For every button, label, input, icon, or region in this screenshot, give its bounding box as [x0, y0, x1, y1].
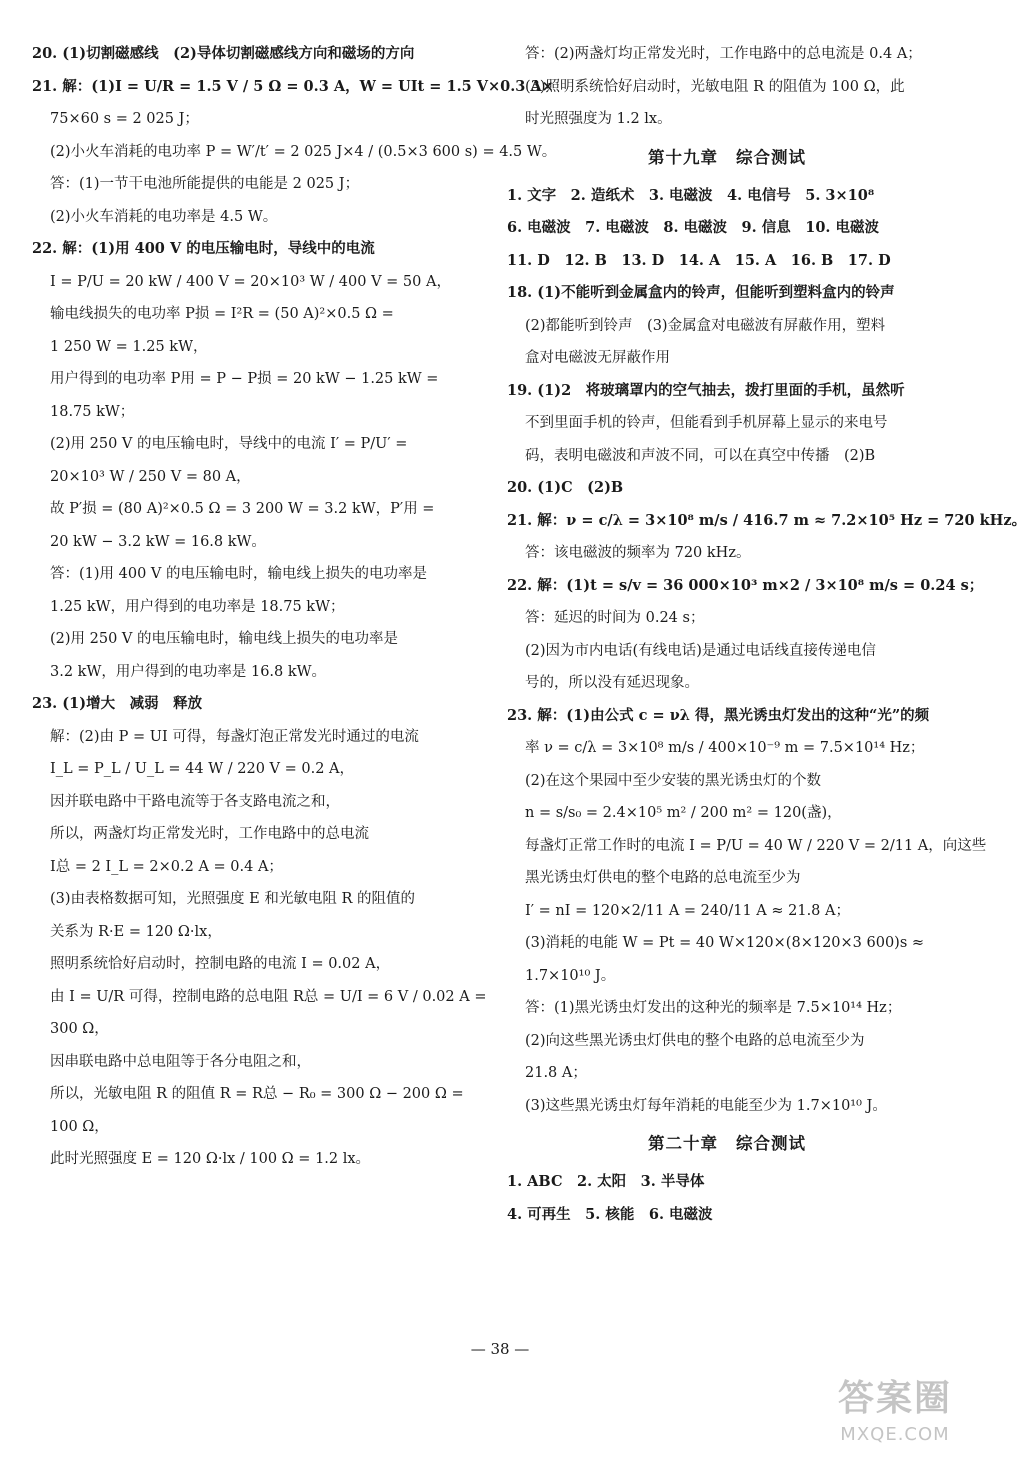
page-number: — 38 —	[470, 1340, 530, 1358]
answer-line: 20×10³ W / 250 V = 80 A，	[50, 468, 251, 485]
answer-line: 照明系统恰好启动时，控制电路的电流 I = 0.02 A，	[50, 956, 391, 972]
chapter-20-title: 综合测试	[736, 1134, 806, 1153]
answer-line: 100 Ω，	[50, 1118, 109, 1135]
answer-line: 75×60 s = 2 025 J；	[50, 111, 199, 127]
answer-line: (2)向这些黑光诱虫灯供电的整个电路的总电流至少为	[525, 1032, 865, 1049]
answer-line: 答：该电磁波的频率为 720 kHz。	[525, 545, 751, 561]
answer-line: (2)用 250 V 的电压输电时，输电线上损失的电功率是	[50, 631, 399, 647]
answer-line: I′ = nI = 120×2/11 A = 240/11 A ≈ 21.8 A；	[525, 902, 850, 919]
answer-line: 关系为 R·E = 120 Ω·lx，	[50, 923, 222, 940]
answer-line: 此时光照强度 E = 120 Ω·lx / 100 Ω = 1.2 lx。	[50, 1151, 371, 1167]
watermark-title: 答案圈	[837, 1378, 952, 1419]
answer-line: 22. 解：(1)用 400 V 的电压输电时，导线中的电流	[32, 240, 375, 257]
answer-line: (2)用 250 V 的电压输电时，导线中的电流 I′ = P/U′ =	[50, 436, 408, 452]
answer-line: 答：(1)一节干电池所能提供的电能是 2 025 J；	[50, 176, 360, 192]
answer-line: 18.75 kW；	[50, 403, 135, 420]
answer-line: (3)这些黑光诱虫灯每年消耗的电能至少为 1.7×10¹⁰ J。	[525, 1097, 887, 1114]
answer-line: (3)由表格数据可知，光照强度 E 和光敏电阻 R 的阻值的	[50, 891, 415, 907]
chapter-19-title: 综合测试	[736, 147, 806, 167]
answer-line: 23. (1)增大 减弱 释放	[32, 695, 203, 712]
answer-line: 1. ABC 2. 太阳 3. 半导体	[507, 1173, 705, 1190]
answer-line: 答：(1)用 400 V 的电压输电时，输电线上损失的电功率是	[50, 566, 428, 582]
answer-line: I总 = 2 I_L = 2×0.2 A = 0.4 A；	[50, 858, 283, 875]
answer-line: 所以，两盏灯均正常发光时，工作电路中的总电流	[50, 826, 369, 842]
answer-line: 因串联电路中总电阻等于各分电阻之和，	[50, 1053, 311, 1070]
answer-line: 不到里面手机的铃声，但能看到手机屏幕上显示的来电号	[525, 415, 888, 431]
answer-line: 6. 电磁波 7. 电磁波 8. 电磁波 9. 信息 10. 电磁波	[507, 219, 880, 236]
answer-line: 用户得到的电功率 P用 = P − P损 = 20 kW − 1.25 kW =	[50, 371, 439, 387]
answer-line: (2)小火车消耗的电功率是 4.5 W。	[50, 208, 278, 225]
answer-line: 20 kW − 3.2 kW = 16.8 kW。	[50, 533, 266, 550]
answer-line: 11. D 12. B 13. D 14. A 15. A 16. B 17. D	[507, 251, 891, 269]
answer-line: (3)消耗的电能 W = Pt = 40 W×120×(8×120×3 600)s ≈	[525, 935, 925, 951]
answer-line: 1.25 kW，用户得到的电功率是 18.75 kW；	[50, 598, 345, 615]
answer-line: 1. 文字 2. 造纸术 3. 电磁波 4. 电信号 5. 3×10⁸	[507, 186, 875, 204]
answer-line: 因并联电路中干路电流等于各支路电流之和，	[50, 793, 340, 810]
chapter-19-number: 第十九章	[648, 147, 718, 167]
answer-line: 19. (1)2 将玻璃罩内的空气抽去，拨打里面的手机，虽然听	[507, 381, 905, 399]
answer-line: 号的，所以没有延迟现象。	[525, 675, 699, 691]
answer-line: 故 P′损 = (80 A)²×0.5 Ω = 3 200 W = 3.2 kW，P′用 =	[50, 501, 435, 517]
answer-line: 1 250 W = 1.25 kW，	[50, 338, 208, 355]
answer-line: 所以，光敏电阻 R 的阻值 R = R总 − R₀ = 300 Ω − 200 Ω =	[50, 1086, 464, 1102]
answer-line: 300 Ω，	[50, 1021, 109, 1037]
answer-line: 答：(1)黑光诱虫灯发出的这种光的频率是 7.5×10¹⁴ Hz；	[525, 1000, 902, 1016]
answer-line: 时光照强度为 1.2 lx。	[525, 111, 672, 127]
answer-line: 20. (1)C (2)B	[507, 479, 624, 496]
answer-line: 盒对电磁波无屏蔽作用	[525, 350, 670, 366]
answer-line: 率 ν = c/λ = 3×10⁸ m/s / 400×10⁻⁹ m = 7.5×10¹⁴ Hz；	[525, 740, 925, 756]
answer-line: 每盏灯正常工作时的电流 I = P/U = 40 W / 220 V = 2/11 A，向这些	[525, 837, 987, 854]
answer-line: 18. (1)不能听到金属盒内的铃声，但能听到塑料盒内的铃声	[507, 284, 895, 301]
answer-line: 23. 解：(1)由公式 c = νλ 得，黑光诱虫灯发出的这种“光”的频	[507, 706, 930, 724]
answer-line: 4. 可再生 5. 核能 6. 电磁波	[507, 1205, 713, 1223]
answer-line: n = s/s₀ = 2.4×10⁵ m² / 200 m² = 120(盏)，	[525, 805, 842, 821]
answer-line: 21.8 A；	[525, 1065, 587, 1081]
right-column	[507, 38, 1026, 1231]
answer-line: 解：(2)由 P = UI 可得，每盏灯泡正常发光时通过的电流	[50, 728, 419, 745]
answer-line: 由 I = U/R 可得，控制电路的总电阻 R总 = U/I = 6 V / 0.02 A =	[50, 988, 487, 1005]
answer-line: (2)因为市内电话(有线电话)是通过电话线直接传递电信	[525, 642, 876, 659]
answer-line: 黑光诱虫灯供电的整个电路的总电流至少为	[525, 870, 801, 886]
chapter-19-heading	[507, 136, 947, 180]
answer-line: 答：延迟的时间为 0.24 s；	[525, 610, 705, 626]
answer-line: 20. (1)切割磁感线 (2)导体切割磁感线方向和磁场的方向	[32, 45, 415, 62]
answer-line: (2)都能听到铃声 (3)金属盒对电磁波有屏蔽作用，塑料	[525, 317, 886, 334]
chapter-20-heading	[507, 1122, 947, 1166]
answer-line: 3.2 kW，用户得到的电功率是 16.8 kW。	[50, 663, 327, 680]
answer-line: I = P/U = 20 kW / 400 V = 20×10³ W / 400 V = 50 A，	[50, 273, 451, 290]
answer-line: 21. 解：ν = c/λ = 3×10⁸ m/s / 416.7 m ≈ 7.2×10⁵ Hz = 720 kHz。	[507, 511, 1026, 529]
answer-line: 1.7×10¹⁰ J。	[525, 967, 616, 984]
answer-line: 22. 解：(1)t = s/v = 36 000×10³ m×2 / 3×10⁸ m/s = 0.24 s；	[507, 576, 984, 594]
answer-line: (3)照明系统恰好启动时，光敏电阻 R 的阻值为 100 Ω，此	[525, 78, 905, 95]
answer-line: 输电线损失的电功率 P损 = I²R = (50 A)²×0.5 Ω =	[50, 306, 394, 322]
answer-line: 答：(2)两盏灯均正常发光时，工作电路中的总电流是 0.4 A；	[525, 46, 922, 62]
answer-line: 码，表明电磁波和声波不同，可以在真空中传播 (2)B	[525, 447, 876, 464]
watermark-logo	[800, 1375, 990, 1465]
answer-line: I_L = P_L / U_L = 44 W / 220 V = 0.2 A，	[50, 761, 355, 777]
answer-line: (2)在这个果园中至少安装的黑光诱虫灯的个数	[525, 772, 822, 789]
answer-line: 21. 解：(1)I = U/R = 1.5 V / 5 Ω = 0.3 A，W = UIt = 1.5 V×0.3 A×	[32, 77, 554, 95]
watermark-url: MXQE.COM	[840, 1424, 950, 1445]
answer-line: (2)小火车消耗的电功率 P = W′/t′ = 2 025 J×4 / (0.5×3 600 s) = 4.5 W。	[50, 143, 557, 160]
chapter-20-number: 第二十章	[648, 1134, 718, 1153]
